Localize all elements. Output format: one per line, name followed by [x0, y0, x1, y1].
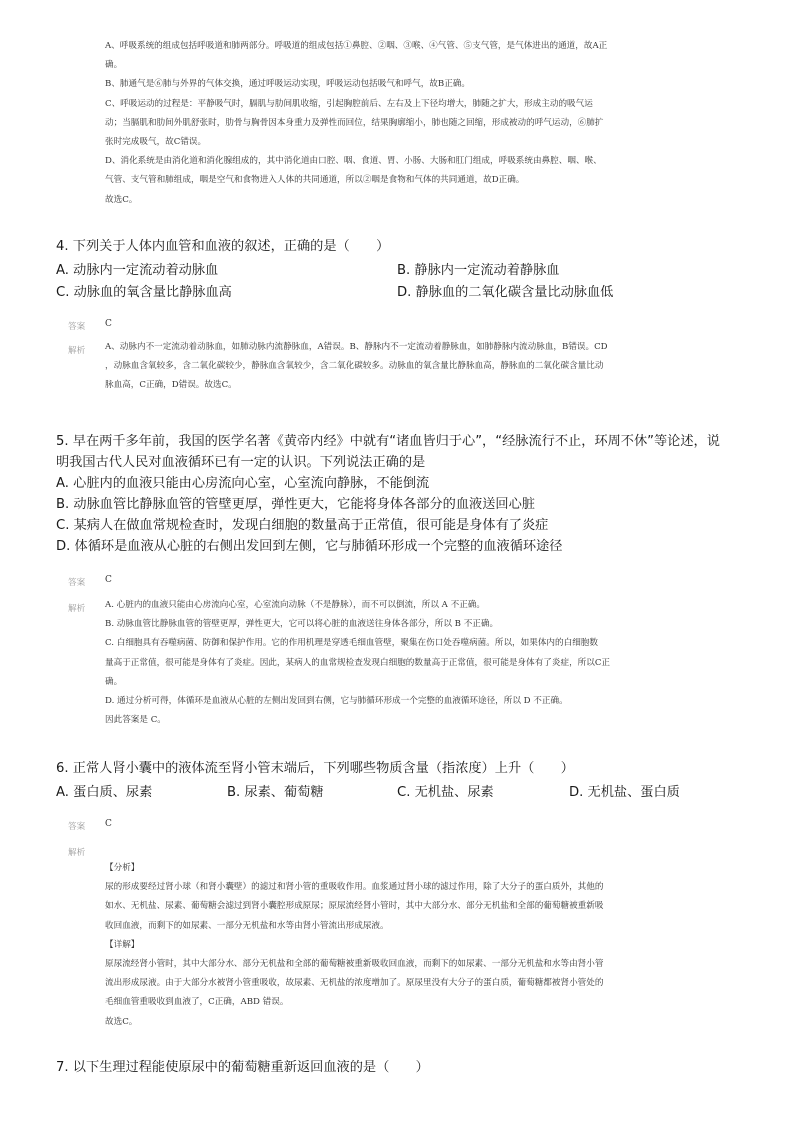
- explanation-line: 故选C。: [105, 1016, 138, 1027]
- explanation-line: 动；当膈肌和肋间外肌舒张时，肋骨与胸骨因本身重力及弹性而回位，结果胸廓缩小，肺也随之回缩，形成被动的呼气运动，⑥肺扩: [105, 117, 604, 128]
- question-5-stem-line-2: 明我国古代人民对血液循环已有一定的认识。下列说法正确的是: [56, 455, 426, 470]
- question-6-stem: 6. 正常人肾小囊中的液体流至肾小管末端后，下列哪些物质含量（指浓度）上升（ ）: [56, 761, 574, 776]
- analysis-label: 解析: [68, 346, 86, 356]
- question-6-option-c: C. 无机盐、尿素: [397, 785, 494, 800]
- explanation-line: B、肺通气是⑥肺与外界的气体交换，通过呼吸运动实现，呼吸运动包括吸气和呼气，故B正确。: [105, 79, 470, 90]
- explanation-line: 【分析】: [105, 863, 140, 873]
- analysis-label: 解析: [68, 604, 86, 614]
- explanation-line: 因此答案是 C。: [105, 715, 166, 726]
- question-4-option-d: D. 静脉血的二氧化碳含量比动脉血低: [397, 285, 614, 300]
- explanation-line: 毛细血管重吸收到血液了，C正确，ABD 错误。: [105, 997, 289, 1008]
- explanation-line: 故选C。: [105, 194, 138, 205]
- question-6-option-d: D. 无机盐、蛋白质: [569, 785, 680, 800]
- explanation-line: ，动脉血含氧较多，含二氧化碳较少，静脉血含氧较少，含二氧化碳较多。动脉血的氧含量比静脉血高，静脉血的二氧化碳含量比动: [105, 361, 604, 372]
- explanation-line: 原尿流经肾小管时，其中大部分水、部分无机盐和全部的葡萄糖被重新吸收回血液，而剩下的如尿素、一部分无机盐和水等由肾小管: [105, 959, 604, 970]
- answer-label: 答案: [68, 822, 86, 832]
- explanation-line: 【详解】: [105, 939, 140, 950]
- explanation-line: B. 动脉血管比静脉血管的管壁更厚，弹性更大，它可以将心脏的血液送往身体各部分，所以 B 不正确。: [105, 619, 499, 630]
- explanation-line: A、呼吸系统的组成包括呼吸道和肺两部分。呼吸道的组成包括①鼻腔、②咽、③喉、④气管、⑤支气管，是气体进出的通道，故A正: [105, 41, 608, 51]
- question-4-answer: C: [105, 319, 112, 329]
- prev-explanation: [105, 37, 607, 210]
- explanation-line: C. 白细胞具有吞噬病菌、防御和保护作用。它的作用机理是穿透毛细血管壁，聚集在伤口处吞噬病菌。所以，如果体内的白细胞数: [105, 638, 598, 649]
- question-4-explanation: [105, 338, 608, 396]
- question-5-answer: C: [105, 575, 112, 585]
- explanation-line: 气管、支气管和肺组成，咽是空气和食物进入人体的共同通道，所以②咽是食物和气体的共同通道，故D正确。: [105, 175, 525, 186]
- answer-label: 答案: [68, 578, 86, 588]
- question-4-option-c: C. 动脉血的氧含量比静脉血高: [56, 285, 232, 300]
- question-5-stem-line-1: 5. 早在两千多年前，我国的医学名著《黄帝内经》中就有“诸血皆归于心”，“经脉流行不止，环周不休”等论述，说: [56, 434, 720, 449]
- explanation-line: 脉血高，C正确，D错误。故选C。: [105, 380, 237, 391]
- question-5-option-b: B. 动脉血管比静脉血管的管壁更厚，弹性更大，它能将身体各部分的血液送回心脏: [56, 497, 535, 512]
- explanation-line: 量高于正常值，很可能是身体有了炎症。因此，某病人的血常规检查发现白细胞的数量高于正常值，很可能是身体有了炎症，所以C正: [105, 657, 611, 668]
- explanation-line: 流出形成尿液。由于大部分水被肾小管重吸收，故尿素、无机盐的浓度增加了。原尿里没有大分子的蛋白质，葡萄糖都被肾小管处的: [105, 978, 604, 989]
- explanation-line: A. 心脏内的血液只能由心房流向心室，心室流向动脉（不是静脉），而不可以倒流，所以 A 不正确。: [105, 600, 485, 610]
- analysis-label: 解析: [68, 848, 86, 858]
- explanation-line: D、消化系统是由消化道和消化腺组成的，其中消化道由口腔、咽、食道、胃、小肠、大肠和肛门组成，呼吸系统由鼻腔、咽、喉、: [105, 156, 602, 167]
- question-7-stem: 7. 以下生理过程能使原尿中的葡萄糖重新返回血液的是（ ）: [56, 1060, 429, 1075]
- question-6-answer: C: [105, 819, 112, 829]
- explanation-line: 确。: [105, 60, 123, 71]
- explanation-line: C、呼吸运动的过程是：平静吸气时，膈肌与肋间肌收缩，引起胸腔前后、左右及上下径均增大，肺随之扩大，形成主动的吸气运: [105, 98, 593, 109]
- question-5-option-a: A. 心脏内的血液只能由心房流向心室，心室流向静脉，不能倒流: [56, 476, 430, 491]
- question-4-stem: 4. 下列关于人体内血管和血液的叙述，正确的是（ ）: [56, 239, 390, 254]
- question-5-explanation: [105, 596, 610, 730]
- question-6-option-b: B. 尿素、葡萄糖: [227, 785, 324, 800]
- question-4-option-a: A. 动脉内一定流动着动脉血: [56, 263, 219, 278]
- question-5-option-d: D. 体循环是血液从心脏的右侧出发回到左侧，它与肺循环形成一个完整的血液循环途径: [56, 539, 563, 554]
- explanation-line: 张时完成吸气，故C错误。: [105, 137, 207, 148]
- question-6-option-a: A. 蛋白质、尿素: [56, 785, 153, 800]
- explanation-line: 尿的形成要经过肾小球（和肾小囊壁）的滤过和肾小管的重吸收作用。血浆通过肾小球的滤过作用，除了大分子的蛋白质外，其他的: [105, 882, 604, 893]
- answer-label: 答案: [68, 322, 86, 332]
- explanation-line: D. 通过分析可得，体循环是血液从心脏的左侧出发回到右侧，它与肺循环形成一个完整的血液循环途径，所以 D 不正确。: [105, 696, 568, 707]
- explanation-line: 确。: [105, 676, 123, 687]
- explanation-line: 如水、无机盐、尿素、葡萄糖会滤过到肾小囊腔形成原尿；原尿流经肾小管时，其中大部分水、部分无机盐和全部的葡萄糖被重新吸: [105, 901, 604, 912]
- question-5-option-c: C. 某病人在做血常规检查时，发现白细胞的数量高于正常值，很可能是身体有了炎症: [56, 518, 549, 533]
- question-4-option-b: B. 静脉内一定流动着静脉血: [397, 263, 560, 278]
- explanation-line: A、动脉内不一定流动着动脉血，如肺动脉内流静脉血，A错误。B、静脉内不一定流动着静脉血，如肺静脉内流动脉血，B错误。CD: [105, 342, 608, 352]
- explanation-line: 收回血液，而剩下的如尿素、一部分无机盐和水等由肾小管流出形成尿液。: [105, 920, 389, 931]
- question-6-explanation: [105, 859, 603, 1032]
